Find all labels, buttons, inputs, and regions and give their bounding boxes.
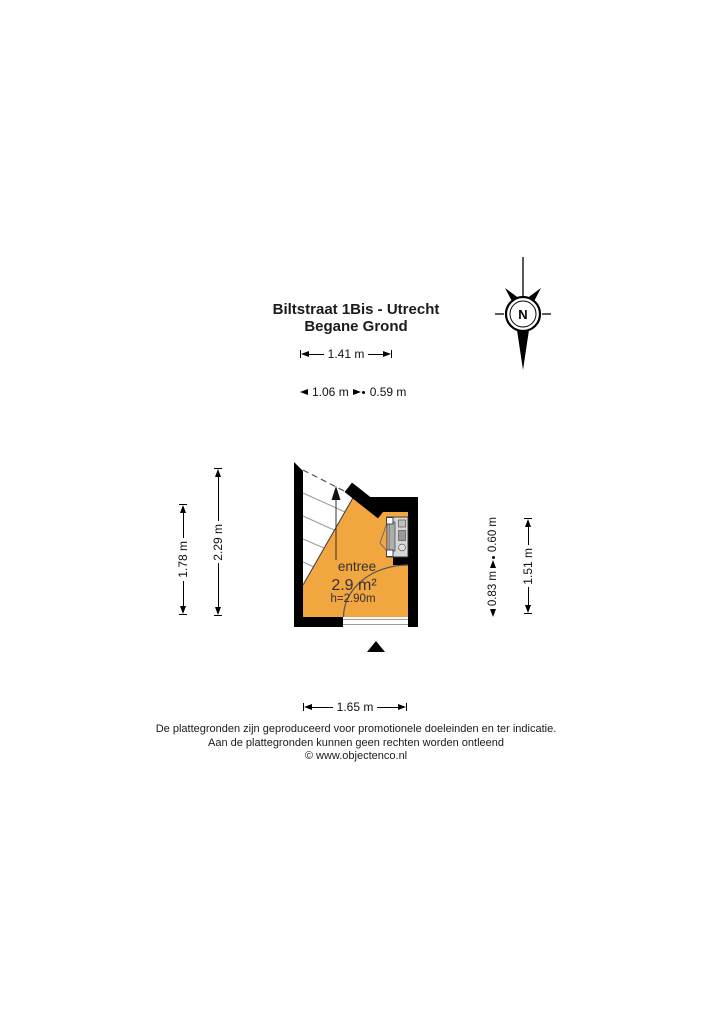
threshold-opening <box>343 617 408 627</box>
dim-tick <box>406 703 407 711</box>
arrow-right-icon <box>353 389 361 395</box>
dim-line <box>377 707 398 708</box>
door-threshold <box>343 617 408 627</box>
compass-north-icon <box>493 254 553 372</box>
entrance-marker-icon <box>367 641 385 652</box>
arrow-up-icon <box>525 519 531 527</box>
dim-label: 0.83 m <box>487 571 499 607</box>
wall-recess-ledge <box>393 557 408 565</box>
dim-top-split <box>300 385 408 399</box>
wall-bottom-left <box>294 617 343 627</box>
disclaimer-line-3: © www.objectenco.nl <box>304 750 408 763</box>
arrow-left-icon <box>300 389 308 395</box>
arrow-down-icon <box>490 609 496 617</box>
fixture-hinge-bottom <box>387 550 394 557</box>
wall-left <box>294 462 303 627</box>
arrow-down-icon <box>215 607 221 615</box>
dim-label: 2.29 m <box>211 523 225 561</box>
dim-tick <box>524 613 532 614</box>
compass-south-spike <box>517 330 529 370</box>
page-subtitle: Begane Grond <box>304 318 408 335</box>
dim-line <box>218 563 219 607</box>
title-block <box>0 301 712 335</box>
dim-tick <box>391 350 392 358</box>
fixture-hinge-top <box>387 518 394 525</box>
dim-label: 1.65 m <box>336 700 374 714</box>
dim-line <box>183 513 184 538</box>
dim-right-split <box>485 514 501 614</box>
arrow-down-icon <box>180 606 186 614</box>
dim-split-dot <box>492 556 495 559</box>
dim-label: 0.60 m <box>487 517 499 553</box>
dim-line <box>312 707 333 708</box>
compass-north-label: N <box>518 307 528 322</box>
dim-split-dot <box>362 391 365 394</box>
room-area-label: 2.9 m² <box>331 577 377 594</box>
dim-line <box>218 477 219 521</box>
arrow-down-icon <box>525 605 531 613</box>
fixture-meter-dial <box>399 544 406 551</box>
disclaimer-line-2: Aan de plattegronden kunnen geen rechten worden ontleend <box>207 736 504 749</box>
arrow-left-icon <box>301 351 309 357</box>
dim-left-inner <box>210 468 226 616</box>
disclaimer-line-1: De plattegronden zijn geproduceerd voor promotionele doeleinden en ter indicatie. <box>155 723 557 735</box>
dim-label: 1.06 m <box>312 385 349 399</box>
dim-line <box>368 354 383 355</box>
dim-top-total <box>300 347 392 361</box>
room-name-label: entree <box>337 559 377 574</box>
arrow-right-icon <box>398 704 406 710</box>
fixture-panel <box>389 522 395 551</box>
dim-line <box>309 354 324 355</box>
fixture-meter-grill <box>399 531 406 541</box>
arrow-up-icon <box>180 505 186 513</box>
dim-label: 0.59 m <box>369 385 407 399</box>
page-title: Biltstraat 1Bis - Utrecht <box>272 301 440 318</box>
arrow-up-icon <box>490 560 496 568</box>
room-height-label: h=2.90m <box>330 593 376 605</box>
dim-line <box>183 581 184 606</box>
arrow-up-icon <box>215 469 221 477</box>
floorplan-drawing <box>280 450 430 665</box>
dim-tick <box>179 614 187 615</box>
dim-line <box>528 527 529 545</box>
dim-label: 1.78 m <box>176 541 190 578</box>
dim-bottom-total <box>303 700 407 714</box>
arrow-right-icon <box>383 351 391 357</box>
wall-right <box>408 508 418 627</box>
dim-tick <box>214 615 222 616</box>
dim-line <box>528 587 529 605</box>
dim-label: 1.41 m <box>327 347 365 361</box>
fixture-meter-box <box>399 520 406 527</box>
arrow-left-icon <box>304 704 312 710</box>
dim-label: 1.51 m <box>521 547 535 585</box>
dim-left-outer <box>175 504 191 615</box>
dim-right-outer <box>520 518 536 614</box>
footer-disclaimer <box>0 723 712 764</box>
